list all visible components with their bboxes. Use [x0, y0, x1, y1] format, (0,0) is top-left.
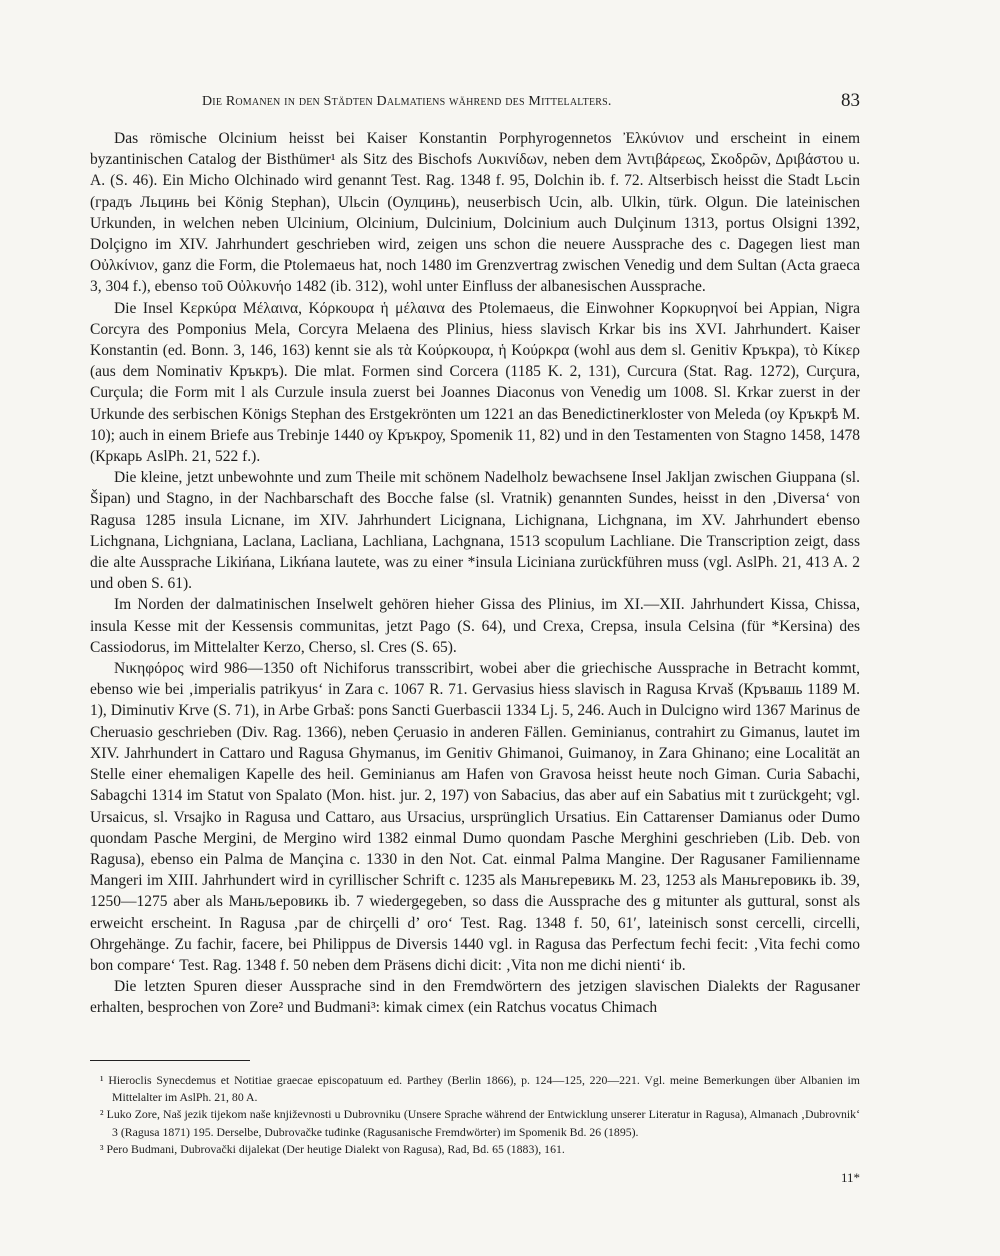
main-text [90, 128, 860, 1019]
page-number: 83 [841, 90, 860, 111]
footnote: ³ Pero Budmani, Dubrovački dijalekat (Der heutige Dialekt von Ragusa), Rad, Bd. 65 (1883), 161. [100, 1141, 565, 1156]
footnote-divider [90, 1060, 250, 1061]
paragraph: Im Norden der dalmatinischen Inselwelt gehören hieher Gissa des Plinius, im XI.—XII. Jahrhundert Kissa, Chissa, insula Kesse mit der Kessensis communitas, jetzt Pago (S. 64), und Crexa, Crepsa, insula Celsina (für *Kersina) des Cassiodorus, im Mittelalter Kerzo, Cherso, sl. Cres (S. 65). [90, 596, 860, 656]
footnotes [90, 1072, 860, 1158]
paragraph: Die Insel Κερκύρα Μέλαινα, Κόρκουρα ἡ μέλαινα des Ptolemaeus, die Einwohner Κορκυρηνοί bei Appian, Nigra Corcyra des Pomponius Mela, Corcyra Melaena des Plinius, hiess slavisch Krkar bis ins XVI. Jahrhundert. Kaiser Konstantin (ed. Bonn. 3, 146, 163) kennt sie als τὰ Κούρκουρα, ἡ Κούρκρα (wohl aus dem sl. Genitiv Кръкра), τὸ Κίκερ (aus dem Nominativ Кръкръ). Die mlat. Formen sind Corcera (1185 K. 2, 131), Curcura (Stat. Rag. 1272), Curçura, Curçula; die Form mit l als Curzule insula zuerst bei Joannes Diaconus von Venedig um 1008. Sl. Krkar zuerst in der Urkunde des serbischen Königs Stephan des Erstgekrönten um 1221 an das Benedictinerkloster von Meleda (оу Кръкрѣ M. 10); auch in einem Briefe aus Trebinje 1440 оу Кръкроу, Spomenik 11, 82) und in den Testamenten von Stagno 1458, 1478 (Кркарь AslPh. 21, 522 f.). [90, 299, 860, 466]
paragraph: Νικηφόρος wird 986—1350 oft Nichiforus transscribirt, wobei aber die griechische Aussprache in Betracht kommt, ebenso wie bei ‚imperialis patrikyus‘ in Zara c. 1067 R. 71. Gervasius hiess slavisch in Ragusa Krvaš (Кръвашь 1189 M. 1), Diminutiv Krve (S. 71), in Arbe Grbaš: pons Sancti Guerbascii 1334 Lj. 5, 246. Auch in Dulcigno wird 1367 Marinus de Cheruasio geschrieben (Div. Rag. 1366), neben Çeruasio in anderen Fällen. Geminianus, contrahirt zu Gimanus, lautet im XIV. Jahrhundert in Cattaro und Ragusa Ghymanus, im Genitiv Ghimanoi, Guimanoy, in Zara Ghinano; eine Localität an Stelle einer ehemaligen Kapelle des heil. Geminianus am Hafen von Gravosa heisst heute noch Giman. Curia Sabachi, Sabagchi 1314 im Statut von Spalato (Mon. hist. jur. 2, 197) von Sabacius, das aber auf ein Sabatius mit t zurückgeht; vgl. Ursaicus, sl. Vrsajko in Ragusa und Cattaro, aus Ursacius, ursprünglich Ursatius. Ein Cattarenser Damianus oder Dumo quondam Pasche Mergini, de Mergino wird 1382 einmal Dumo quondam Pasche Merghini geschrieben (Lib. Deb. von Ragusa), ebenso ein Palma de Mançina c. 1330 in den Not. Cat. einmal Palma Mangine. Der Ragusaner Familienname Mangeri im XIII. Jahrhundert wird in cyrillischer Schrift c. 1235 als Маньгеревикь M. 23, 1253 als Маньгеровикь ib. 39, 1250—1275 aber als Маньљеровикь ib. 7 wiedergegeben, so dass die Aussprache des g mitunter als guttural, sonst als erweicht erscheint. In Ragusa ‚par de chirçelli d’ oro‘ Test. Rag. 1348 f. 50, 61′, lateinisch sonst cercelli, circelli, Ohrgehänge. Zu fachir, facere, bei Philippus de Diversis 1440 vgl. in Ragusa das Perfectum fechi fecit: ‚Vita fechi como bon compare‘ Test. Rag. 1348 f. 50 neben dem Präsens dichi dicit: ‚Vita non me dichi nienti‘ ib. [90, 660, 860, 974]
page-header [90, 90, 860, 118]
printer-signature: 11* [840, 1170, 860, 1185]
footnote: ² Luko Zore, Naš jezik tijekom naše književnosti u Dubrovniku (Unsere Sprache während der Entwicklung unserer Literatur in Ragusa), Almanach ‚Dubrovnik‘ 3 (Ragusa 1871) 195. Derselbe, Dubrovačke tuđinke (Ragusanische Fremdwörter) im Spomenik Bd. 26 (1895). [100, 1107, 860, 1139]
running-title: Die Romanen in den Städten Dalmatiens während des Mittelalters. [202, 94, 612, 109]
paragraph: Das römische Olcinium heisst bei Kaiser Konstantin Porphyrogennetos Ἐλκύνιον und erscheint in einem byzantinischen Catalog der Bisthümer¹ als Sitz des Bischofs Λυκινίδων, neben dem Ἀντιβάρεως, Σκοδρῶν, Δριβάστου u. A. (S. 46). Ein Micho Olchinado wird genannt Test. Rag. 1348 f. 95, Dolchin ib. f. 72. Altserbisch heisst die Stadt Lьcin (градъ Льцинь bei König Stephan), Ulьcin (Оулцинь), neuserbisch Ucin, alb. Ulkin, türk. Olgun. Die lateinischen Urkunden, in welchen neben Ulcinium, Olcinium, Dulcinium, Dolcinium auch Dulçinum 1313, portus Olsigni 1392, Dolçigno im XIV. Jahrhundert geschrieben wird, zeigen uns schon die neuere Aussprache des c. Dagegen liest man Οὐλκίνιον, ganz die Form, die Ptolemaeus hat, noch 1480 im Grenzvertrag zwischen Venedig und dem Sultan (Acta graeca 3, 304 f.), ebenso τοῦ Οὐλκυνήο 1482 (ib. 312), wohl unter Einfluss der albanesischen Aussprache. [90, 130, 860, 296]
paragraph: Die kleine, jetzt unbewohnte und zum Theile mit schönem Nadelholz bewachsene Insel Jakljan zwischen Giuppana (sl. Šipan) und Stagno, in der Nachbarschaft des Bocche false (sl. Vratnik) genannten Sundes, heisst in den ‚Diversa‘ von Ragusa 1285 insula Licnane, im XIV. Jahrhundert Licignana, Lichignana, Lichgnana, im XV. Jahrhundert ebenso Lichgnana, Lichgniana, Laclana, Lacliana, Lachliana, Lachgnana, 1513 scopulum Lachliane. Die Transcription zeigt, dass die alte Aussprache Likińana, Likńana lautete, was zu einer *insula Liciniana zurückführen muss (vgl. AslPh. 21, 413 A. 2 und oben S. 61). [90, 469, 860, 593]
paragraph: Die letzten Spuren dieser Aussprache sind in den Fremdwörtern des jetzigen slavischen Dialekts der Ragusaner erhalten, besprochen von Zore² und Budmani³: kimak cimex (ein Ratchus vocatus Chimach [90, 978, 860, 1017]
footnote: ¹ Hieroclis Synecdemus et Notitiae graecae episcopatuum ed. Parthey (Berlin 1866), p. 124—125, 220—221. Vgl. meine Bemerkungen über Albanien im Mittelalter im AslPh. 21, 80 A. [100, 1073, 860, 1105]
